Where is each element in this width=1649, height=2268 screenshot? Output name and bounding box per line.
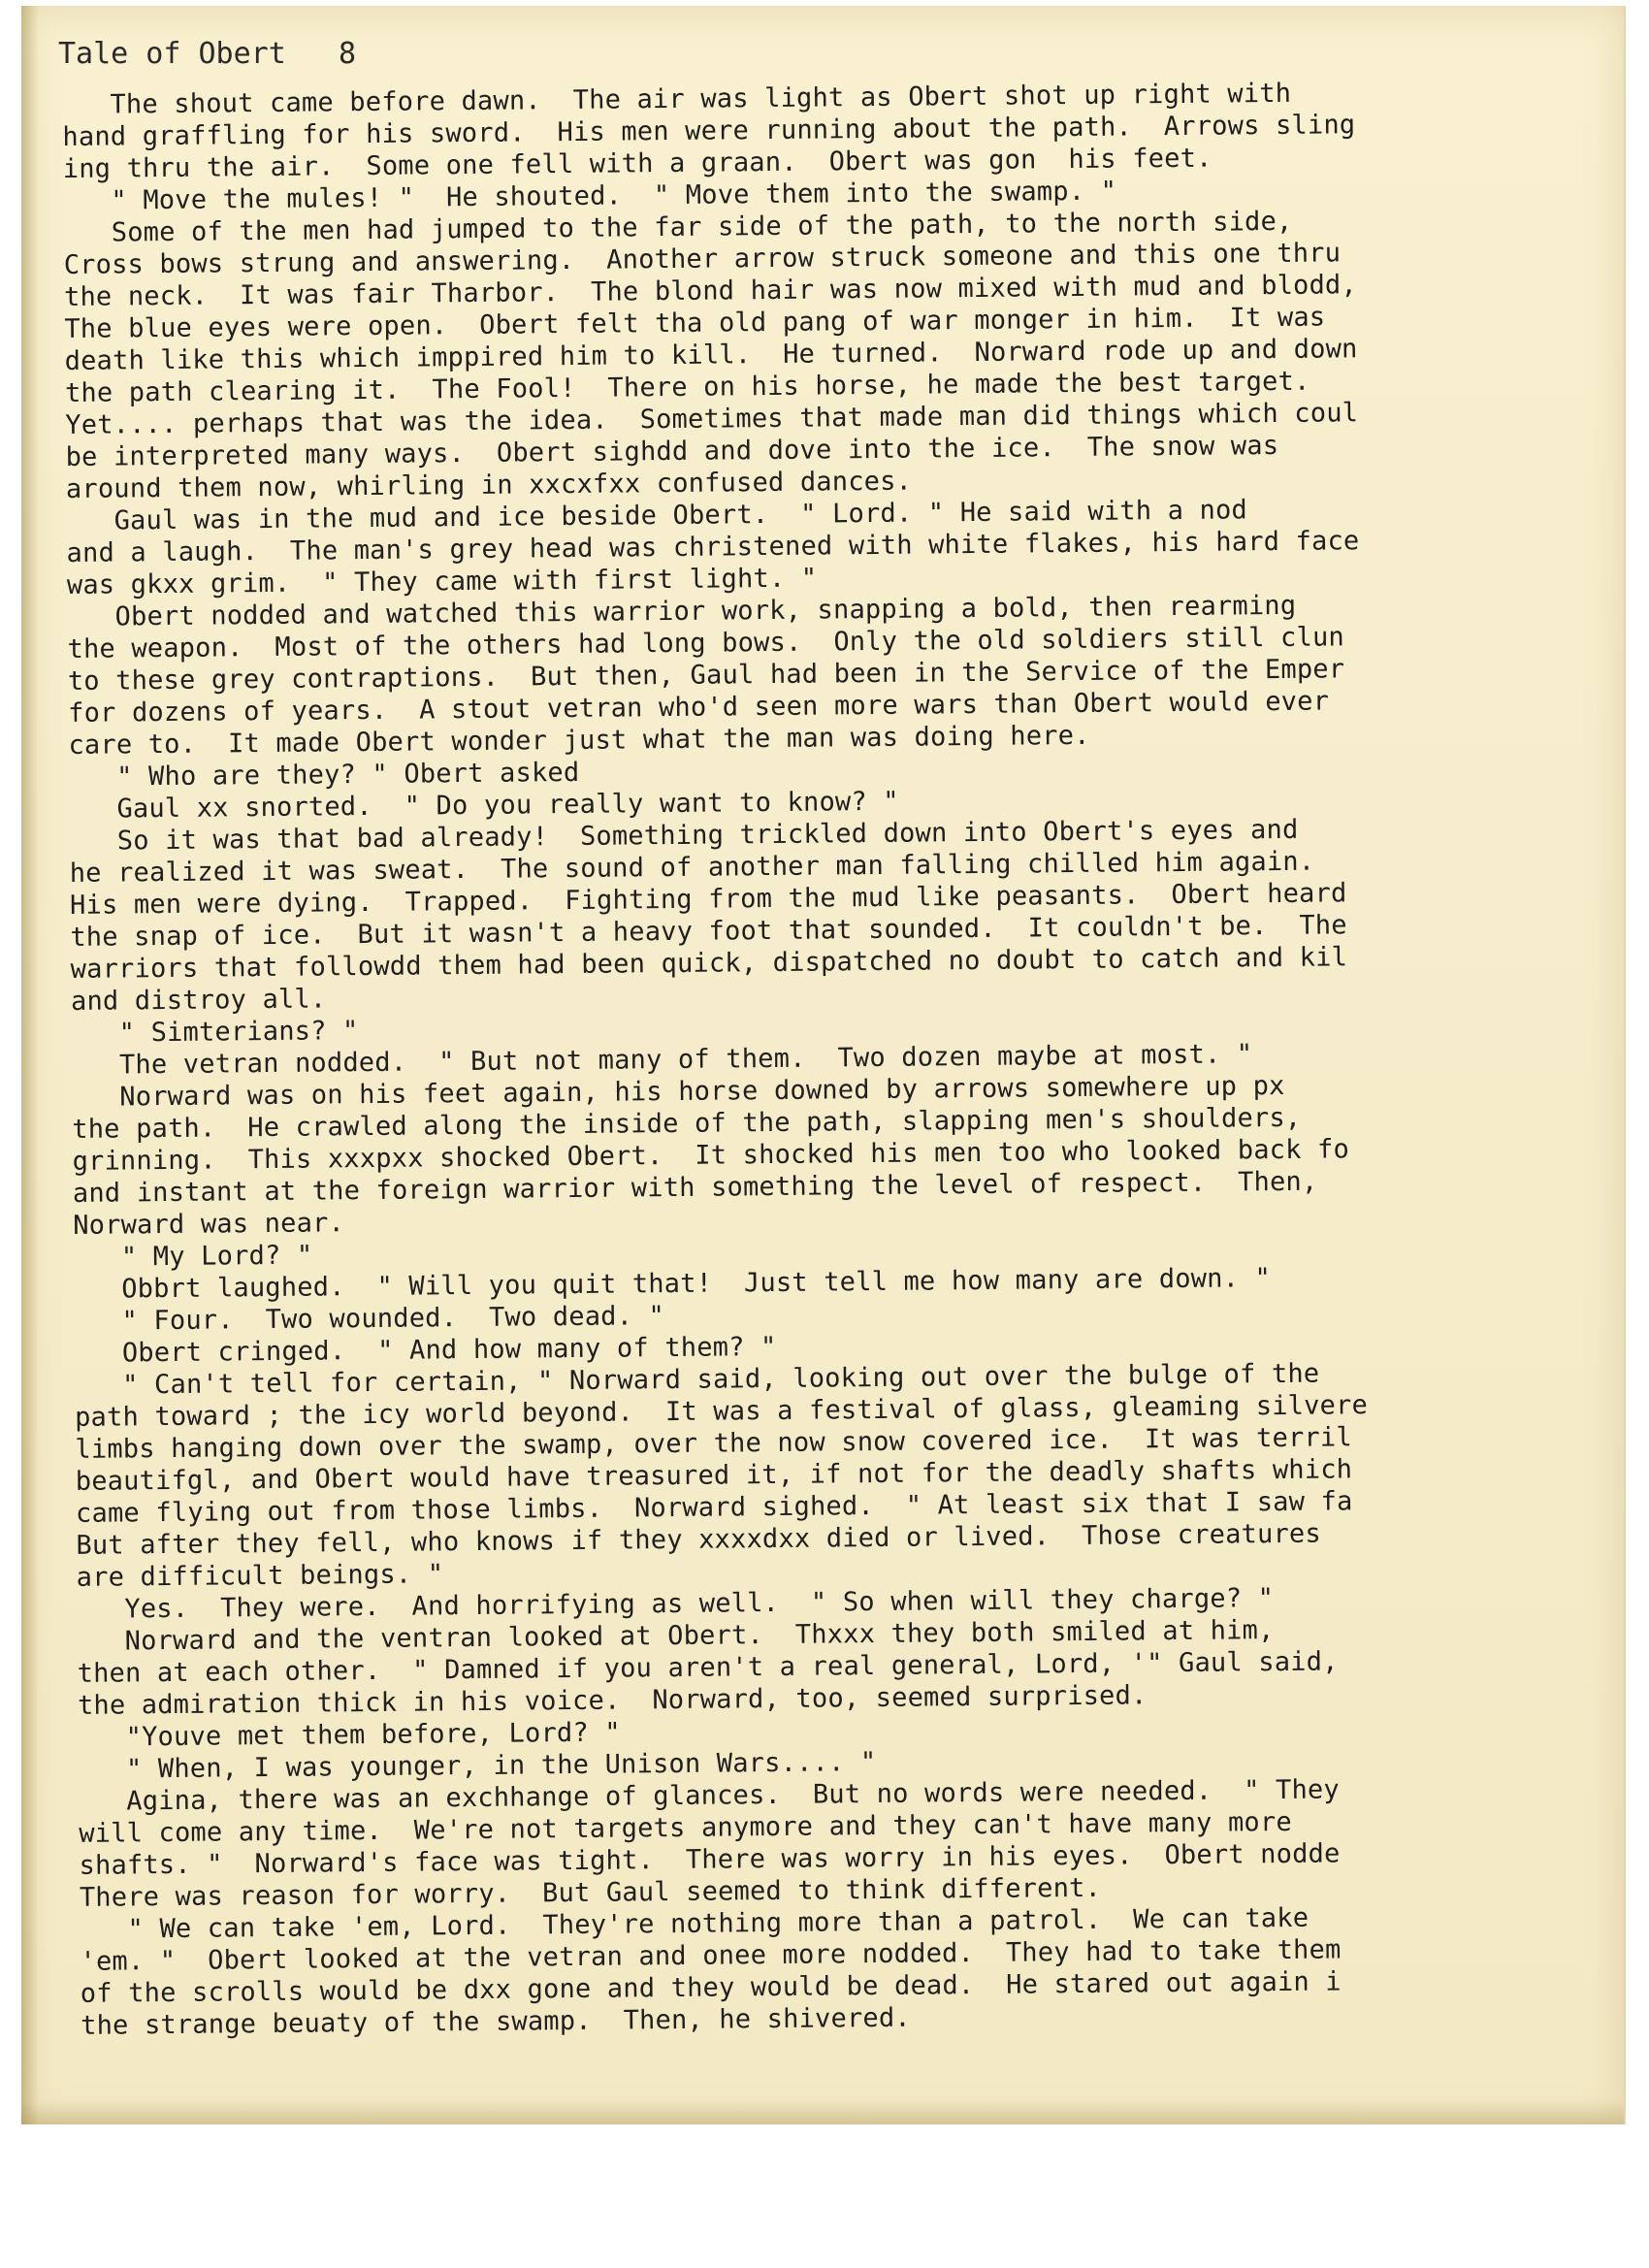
text-line: " Move the mules! " He shouted. " Move them into the swamp. " bbox=[62, 176, 1117, 216]
text-line: The blue eyes were open. Obert felt tha old pang of war monger in him. It was bbox=[64, 302, 1326, 344]
text-line: Obert cringed. " And how many of them? " bbox=[74, 1331, 777, 1369]
text-line: warriors that followdd them had been quick, dispatched no doubt to catch and kil bbox=[70, 942, 1348, 985]
text-line: " Simterians? " bbox=[71, 1016, 359, 1049]
text-line: There was reason for worry. But Gaul seemed to think different. bbox=[79, 1872, 1102, 1913]
text-line: " Can't tell for certain, " Norward said, looking out over the bulge of the bbox=[74, 1358, 1320, 1401]
typewritten-page bbox=[21, 6, 1626, 2124]
text-line: grinning. This xxxpxx shocked Obert. It shocked his men too who looked back fo bbox=[72, 1134, 1350, 1177]
text-line: Gaul was in the mud and ice beside Obert. " Lord. " He said with a nod bbox=[66, 495, 1248, 536]
text-line: death like this which imppired him to kill. He turned. Norward rode up and down bbox=[64, 334, 1358, 376]
text-line: the weapon. Most of the others had long bows. Only the old soldiers still clun bbox=[67, 622, 1345, 664]
text-line: But after they fell, who knows if they xxxxdxx died or lived. Those creatures bbox=[76, 1518, 1322, 1561]
text-line: Agina, there was an exchhange of glances. But no words were needed. " They bbox=[78, 1774, 1341, 1817]
text-line: Yes. They were. And horrifying as well. " So when will they charge? " bbox=[76, 1583, 1275, 1625]
text-line: care to. It made Obert wonder just what the man was doing here. bbox=[68, 720, 1090, 761]
text-line: of the scrolls would be dxx gone and they would be dead. He stared out again i bbox=[80, 1966, 1342, 2009]
text-line: then at each other. " Damned if you aren't a real general, Lord, '" Gaul said, bbox=[77, 1646, 1339, 1689]
text-line: and a laugh. The man's grey head was christened with white flakes, his hard face bbox=[66, 526, 1360, 568]
text-line: " Who are they? " Obert asked bbox=[68, 757, 580, 793]
text-line: limbs hanging down over the swamp, over the now snow covered ice. It was terril bbox=[75, 1422, 1352, 1465]
page-edge-shadow bbox=[21, 6, 39, 2124]
text-line: Yet.... perhaps that was the idea. Sometimes that made man did things which coul bbox=[65, 398, 1359, 440]
text-line: the neck. It was fair Tharbor. The blond hair was now mixed with mud and blodd, bbox=[63, 270, 1358, 312]
text-line: Norward and the ventran looked at Obert. Thxxx they both smiled at him, bbox=[77, 1615, 1275, 1657]
text-line: and instant at the foreign warrior with something the level of respect. Then, bbox=[72, 1166, 1318, 1209]
text-line: be interpreted many ways. Obert sighdd and dove into the ice. The snow was bbox=[65, 430, 1279, 472]
text-line: for dozens of years. A stout vetran who'd seen more wars than Obert would ever bbox=[68, 686, 1330, 729]
text-line: to these grey contraptions. But then, Gaul had been in the Service of the Emper bbox=[67, 654, 1345, 697]
text-line: the path clearing it. The Fool! There on his horse, he made the best target. bbox=[64, 366, 1310, 408]
text-line: will come any time. We're not targets anymore and they can't have many more bbox=[79, 1806, 1292, 1849]
story-text bbox=[62, 74, 1649, 2042]
text-line: Norward was near. bbox=[73, 1208, 345, 1241]
text-line: Gaul xx snorted. " Do you really want to know? " bbox=[68, 786, 899, 825]
text-line: Obbrt laughed. " Will you quit that! Just tell me how many are down. " bbox=[73, 1263, 1272, 1305]
text-line: So it was that bad already! Something trickled down into Obert's eyes and bbox=[69, 814, 1299, 857]
text-line: the admiration thick in his voice. Norward, too, seemed surprised. bbox=[77, 1680, 1148, 1721]
text-line: " Four. Two wounded. Two dead. " bbox=[74, 1301, 665, 1337]
text-line: are difficult beings. " bbox=[76, 1559, 444, 1593]
text-line: around them now, whirling in xxcxfxx confused dances. bbox=[65, 466, 913, 504]
text-line: the path. He crawled along the inside of the path, slapping men's shoulders, bbox=[72, 1102, 1302, 1145]
text-line: His men were dying. Trapped. Fighting from the mud like peasants. Obert heard bbox=[69, 878, 1347, 921]
text-line: beautifgl, and Obert would have treasured it, if not for the deadly shafts which bbox=[75, 1454, 1353, 1497]
text-line: he realized it was sweat. The sound of another man falling chilled him again. bbox=[69, 846, 1315, 889]
text-line: hand graffling for his sword. His men were running about the path. Arrows sling bbox=[62, 110, 1356, 152]
text-line: came flying out from those limbs. Norward sighed. " At least six that I saw fa bbox=[75, 1486, 1353, 1529]
text-line: shafts. " Norward's face was tight. There was worry in his eyes. Obert nodde bbox=[79, 1838, 1341, 1881]
text-line: the strange beuaty of the swamp. Then, he shivered. bbox=[81, 2002, 911, 2041]
text-line: The vetran nodded. " But not many of them. Two dozen maybe at most. " bbox=[71, 1039, 1253, 1081]
text-line: " My Lord? " bbox=[73, 1240, 313, 1273]
text-line: Norward was on his feet again, his horse downed by arrows somewhere up px bbox=[71, 1070, 1285, 1113]
text-line: The shout came before dawn. The air was light as Obert shot up right with bbox=[62, 78, 1292, 120]
page-header: Tale of Obert 8 bbox=[58, 37, 357, 71]
text-line: was gkxx grim. " They came with first light. " bbox=[66, 563, 818, 600]
text-line: Obert nodded and watched this warrior work, snapping a bold, then rearming bbox=[67, 590, 1297, 632]
page-bottom-shadow bbox=[21, 2101, 1624, 2124]
text-line: and distroy all. bbox=[70, 984, 327, 1017]
text-line: 'em. " Obert looked at the vetran and onee more nodded. They had to take them bbox=[80, 1934, 1342, 1977]
text-line: path toward ; the icy world beyond. It was a festival of glass, gleaming silvere bbox=[74, 1390, 1369, 1433]
text-line: "Youve met them before, Lord? " bbox=[78, 1717, 621, 1753]
text-line: the snap of ice. But it wasn't a heavy foot that sounded. It couldn't be. The bbox=[70, 910, 1347, 953]
text-line: ing thru the air. Some one fell with a graan. Obert was gon his feet. bbox=[62, 143, 1212, 184]
text-line: " When, I was younger, in the Unison Wars.... " bbox=[78, 1747, 877, 1785]
text-line: " We can take 'em, Lord. They're nothing more than a patrol. We can take bbox=[80, 1902, 1310, 1945]
text-line: Some of the men had jumped to the far side of the path, to the north side, bbox=[63, 206, 1293, 248]
text-line: Cross bows strung and answering. Another arrow struck someone and this one thru bbox=[63, 238, 1342, 280]
